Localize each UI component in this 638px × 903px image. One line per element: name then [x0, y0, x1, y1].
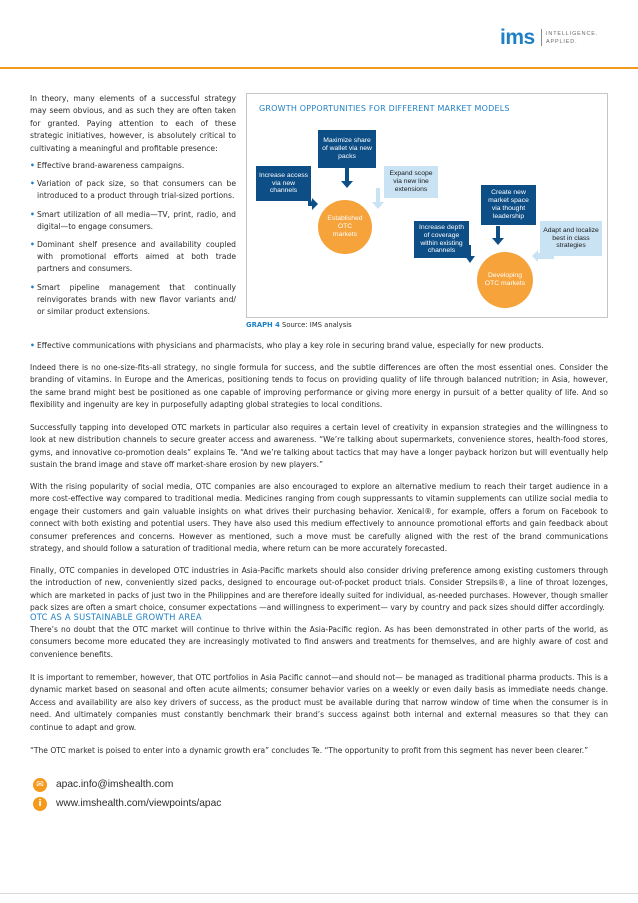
graph-caption [246, 321, 352, 329]
list-item: • Smart utilization of all media—TV, print, radio, and digital—to engage consumers. [30, 209, 236, 233]
list-item: • Variation of pack size, so that consumers can be introduced to a product through trial-sized portions. [30, 178, 236, 202]
arrow-create-space-shaft [496, 226, 500, 238]
list-item: • Effective brand-awareness campaigns. [30, 160, 236, 172]
list-item: • Dominant shelf presence and availability coupled with promotional efforts aimed at both trade partners and consumers. [30, 239, 236, 276]
footer-rule [0, 893, 638, 894]
strategy-bullet-list [30, 160, 236, 324]
email-icon: ✉ [33, 778, 47, 792]
website-link[interactable]: www.imshealth.com/viewpoints/apac [56, 798, 222, 809]
paragraph-social-media: With the rising popularity of social media, OTC companies are also encouraged to explore an alternative medium to reach their target audience in a more cost-effective way compared to traditional media. Medicines ranging from cough suppressants to vitamin supplements can utilize social media to engage their customers and gain valuable insights on what drives their purchasing behavior. Xenical®, for example, offers a forum on Facebook to connect with both existing and potential users. They have also used this medium effectively to announce promotional efforts and gain feedback about consumer preferences and concerns. However as mentioned, such a move must be carefully aligned with the rest of the brand communications strategy, and should follow a saturation of traditional media, where return can be more accurately forecasted. [30, 482, 608, 554]
circle-developing-markets [477, 252, 533, 308]
graph-caption-label: GRAPH 4 [246, 321, 280, 329]
graph-caption-source: Source: IMS analysis [282, 321, 352, 329]
ims-logo: ims [500, 26, 535, 49]
email-link[interactable]: apac.info@imshealth.com [56, 779, 174, 790]
graph-arrows [246, 93, 608, 318]
paragraph-quote: “The OTC market is poised to enter into a dynamic growth era” concludes Te. “The opportunity to profit from this segment has never been clearer.” [30, 746, 589, 755]
intro-paragraph: In theory, many elements of a successful strategy may seem obvious, and as such they are often taken for granted. Paying attention to each of these strategic initiatives, however, is absolutely critical to cultivating a meaningful and profitable presence: [30, 94, 236, 153]
arrow-create-space-head [492, 238, 504, 245]
paragraph-portfolio: It is important to remember, however, that OTC portfolios in Asia Pacific cannot—and should not— be managed as traditional pharma products. This is a dynamic market based on seasonal and often acute ailments; consumer behavior varies on a weekly or even daily basis as immediate needs change. Access and availability are also key drivers of success, as the product must be available during that narrow window of time when the consumer is in need. And ultimately companies must constantly benchmark their brand’s success against both internal and external measures so that they can continue to adapt and grow. [30, 673, 608, 732]
list-item: • Effective communications with physicians and pharmacists, who play a key role in securing brand value, especially for new products. [30, 340, 608, 352]
arrow-expand-scope-head [372, 202, 384, 209]
paragraph-branding: Indeed there is no one-size-fits-all strategy, no single formula for success, and the subtle differences are often the most essential ones. Consider the branding of vitamins. In Europe and the Americas, positioning tends to focus on providing quality of life through balanced nutrition; in Asia, however, the same brand might best be positioned as one capable of improving performance or giving more energy in pursuit of a better quality of life. And so flexibility and ingenuity are key in purposefully adapting global strategies to local conditions. [30, 363, 608, 410]
box-maximize-share: Maximize share of wallet via new packs [318, 130, 376, 168]
box-expand-scope: Expand scope via new line extensions [384, 166, 438, 198]
circle-developing-label: Developing OTC markets [484, 272, 526, 287]
circle-established-markets [318, 200, 372, 254]
paragraph-pack-sizes: Finally, OTC companies in developed OTC industries in Asia-Pacific markets should also consider driving preference among existing customers through the introduction of new, conveniently sized packs, designed to encourage out-of-pocket product trials. Consider Strepsils®, a line of throat lozenges, which are marketed in packs of just two in the Philippines and are therefore ideally suited for individual, as-needed purchases. However, though smaller pack sizes are often a smart choice, consumer expectations —and willingness to experiment— vary by country and pack sizes should differ accordingly. [30, 566, 608, 613]
paragraph-distribution: Successfully tapping into developed OTC markets in particular also requires a certain level of creativity in expansion strategies and the willingness to look at new distribution channels to secure greater access and awareness. “We’re talking about supermarkets, convenience stores, health-food stores, gyms, and innovative co-promotion deals” explains Te. “And we’re talking about tactics that may have a longer payback horizon but will eventually help sustain the brand image and stave off market-share erosion by new players.” [30, 423, 608, 470]
box-adapt-localize: Adapt and localize best in class strategies [540, 221, 602, 256]
wide-bullet-list [30, 340, 608, 352]
logo-tagline-line2: APPLIED. [546, 39, 578, 45]
arrow-maximize-share-shaft [345, 167, 349, 181]
box-increase-access: Increase access via new channels [256, 166, 311, 201]
list-item: • Smart pipeline management that continually reinvigorates brands with new flavor variants and/ or similar product extensions. [30, 282, 236, 319]
info-icon: i [33, 797, 47, 811]
circle-established-label: Established OTC markets [327, 215, 363, 238]
graph-title: GROWTH OPPORTUNITIES FOR DIFFERENT MARKET MODELS [259, 104, 510, 113]
section-heading: OTC AS A SUSTAINABLE GROWTH AREA [30, 612, 202, 622]
header-rule [0, 67, 638, 69]
logo-divider [541, 29, 542, 46]
arrow-expand-scope-shaft [376, 188, 380, 202]
box-create-space: Create new market space via thought leadership [481, 185, 536, 225]
arrow-maximize-share-head [341, 181, 353, 188]
logo-tagline-line1: INTELLIGENCE. [546, 31, 599, 37]
paragraph-growth: There’s no doubt that the OTC market will continue to thrive within the Asia-Pacific region. As has been demonstrated in other parts of the world, as consumers become more educated they are increasingly motivated to find answers and treatments for themselves, and are highly aware of cost and convenience benefits. [30, 625, 608, 659]
box-increase-depth: Increase depth of coverage within existing channels [414, 221, 469, 258]
